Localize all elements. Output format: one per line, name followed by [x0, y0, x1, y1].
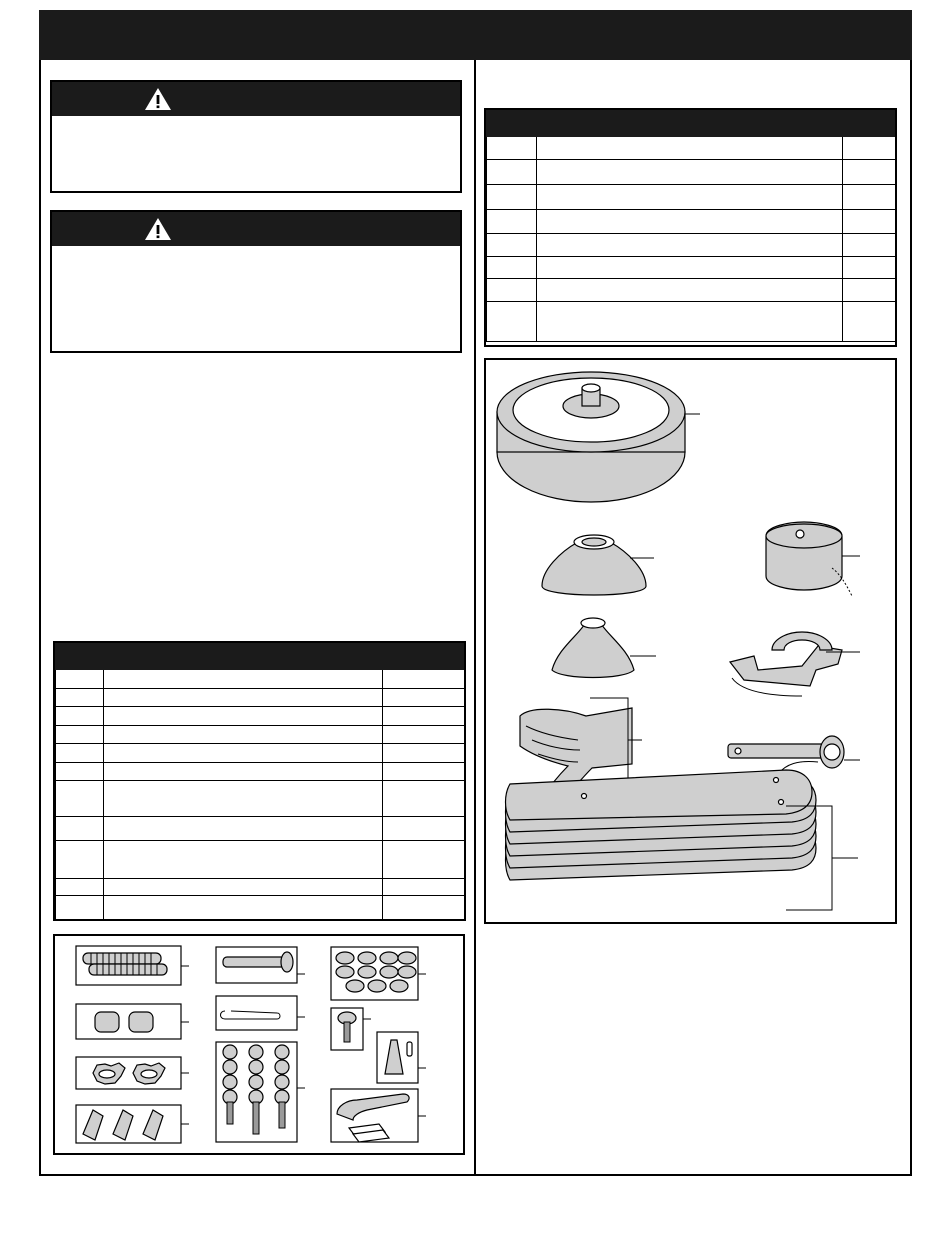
warning-header-1: [52, 82, 460, 116]
header-cell-description: [104, 644, 383, 670]
decorative-nuts-illustration: [76, 1004, 189, 1039]
parts-table: [486, 110, 896, 342]
fan-blades-illustration: [506, 770, 859, 910]
table-row: [487, 160, 896, 185]
warning-box-1: [50, 80, 462, 193]
table-row: [56, 726, 465, 744]
switch-housing-illustration: [766, 522, 860, 596]
coupling-cover-illustration: [552, 618, 656, 678]
spring-coils-illustration: [76, 946, 189, 985]
header-cell-qty: [843, 111, 896, 137]
column-divider: [474, 60, 476, 1176]
motor-housing-illustration: [497, 372, 700, 502]
table-row: [487, 234, 896, 257]
table-row: [56, 763, 465, 781]
table-row: [487, 210, 896, 234]
parts-illustration-box: [484, 358, 897, 924]
page-title-bar: [39, 10, 912, 60]
lock-washers-illustration: [76, 1057, 189, 1089]
table-row: [56, 841, 465, 879]
wire-connectors-illustration: [76, 1105, 189, 1143]
header-cell-qty: [383, 644, 465, 670]
hairpin-clip-illustration: [216, 996, 305, 1030]
warning-triangle-icon: [144, 217, 172, 241]
table-row: [487, 185, 896, 210]
hardware-illustration-box: [53, 934, 465, 1155]
mounting-bracket-illustration: [730, 632, 860, 696]
table-row: [56, 896, 465, 920]
table-row: [56, 879, 465, 896]
clevis-pin-illustration: [216, 947, 305, 983]
downrod-illustration: [728, 736, 860, 774]
header-cell-key: [487, 111, 537, 137]
hardware-table: [55, 643, 465, 920]
warning-triangle-icon: [144, 87, 172, 111]
header-cell-key: [56, 644, 104, 670]
table-row: [56, 670, 465, 689]
table-row: [56, 689, 465, 707]
header-cell-description: [537, 111, 843, 137]
table-row: [56, 781, 465, 817]
pull-chain-fob-illustration: [377, 1032, 426, 1083]
table-row: [487, 302, 896, 342]
balancing-kit-illustration: [331, 1089, 426, 1142]
table-row: [56, 744, 465, 763]
mounting-screw-illustration: [331, 1008, 371, 1050]
hardware-illustrations: [55, 936, 463, 1153]
hardware-table-header: [56, 644, 465, 670]
warning-box-2: [50, 210, 462, 353]
warning-header-2: [52, 212, 460, 246]
table-row: [56, 707, 465, 726]
parts-table-header: [487, 111, 896, 137]
canopy-illustration: [542, 535, 654, 595]
blade-screws-illustration: [216, 1042, 305, 1142]
parts-illustrations: [486, 360, 895, 922]
table-row: [487, 279, 896, 302]
table-row: [487, 137, 896, 160]
table-row: [56, 817, 465, 841]
hardware-table-box: [53, 641, 466, 921]
parts-table-box: [484, 108, 897, 347]
table-row: [487, 257, 896, 279]
fiber-washers-illustration: [331, 947, 426, 1000]
